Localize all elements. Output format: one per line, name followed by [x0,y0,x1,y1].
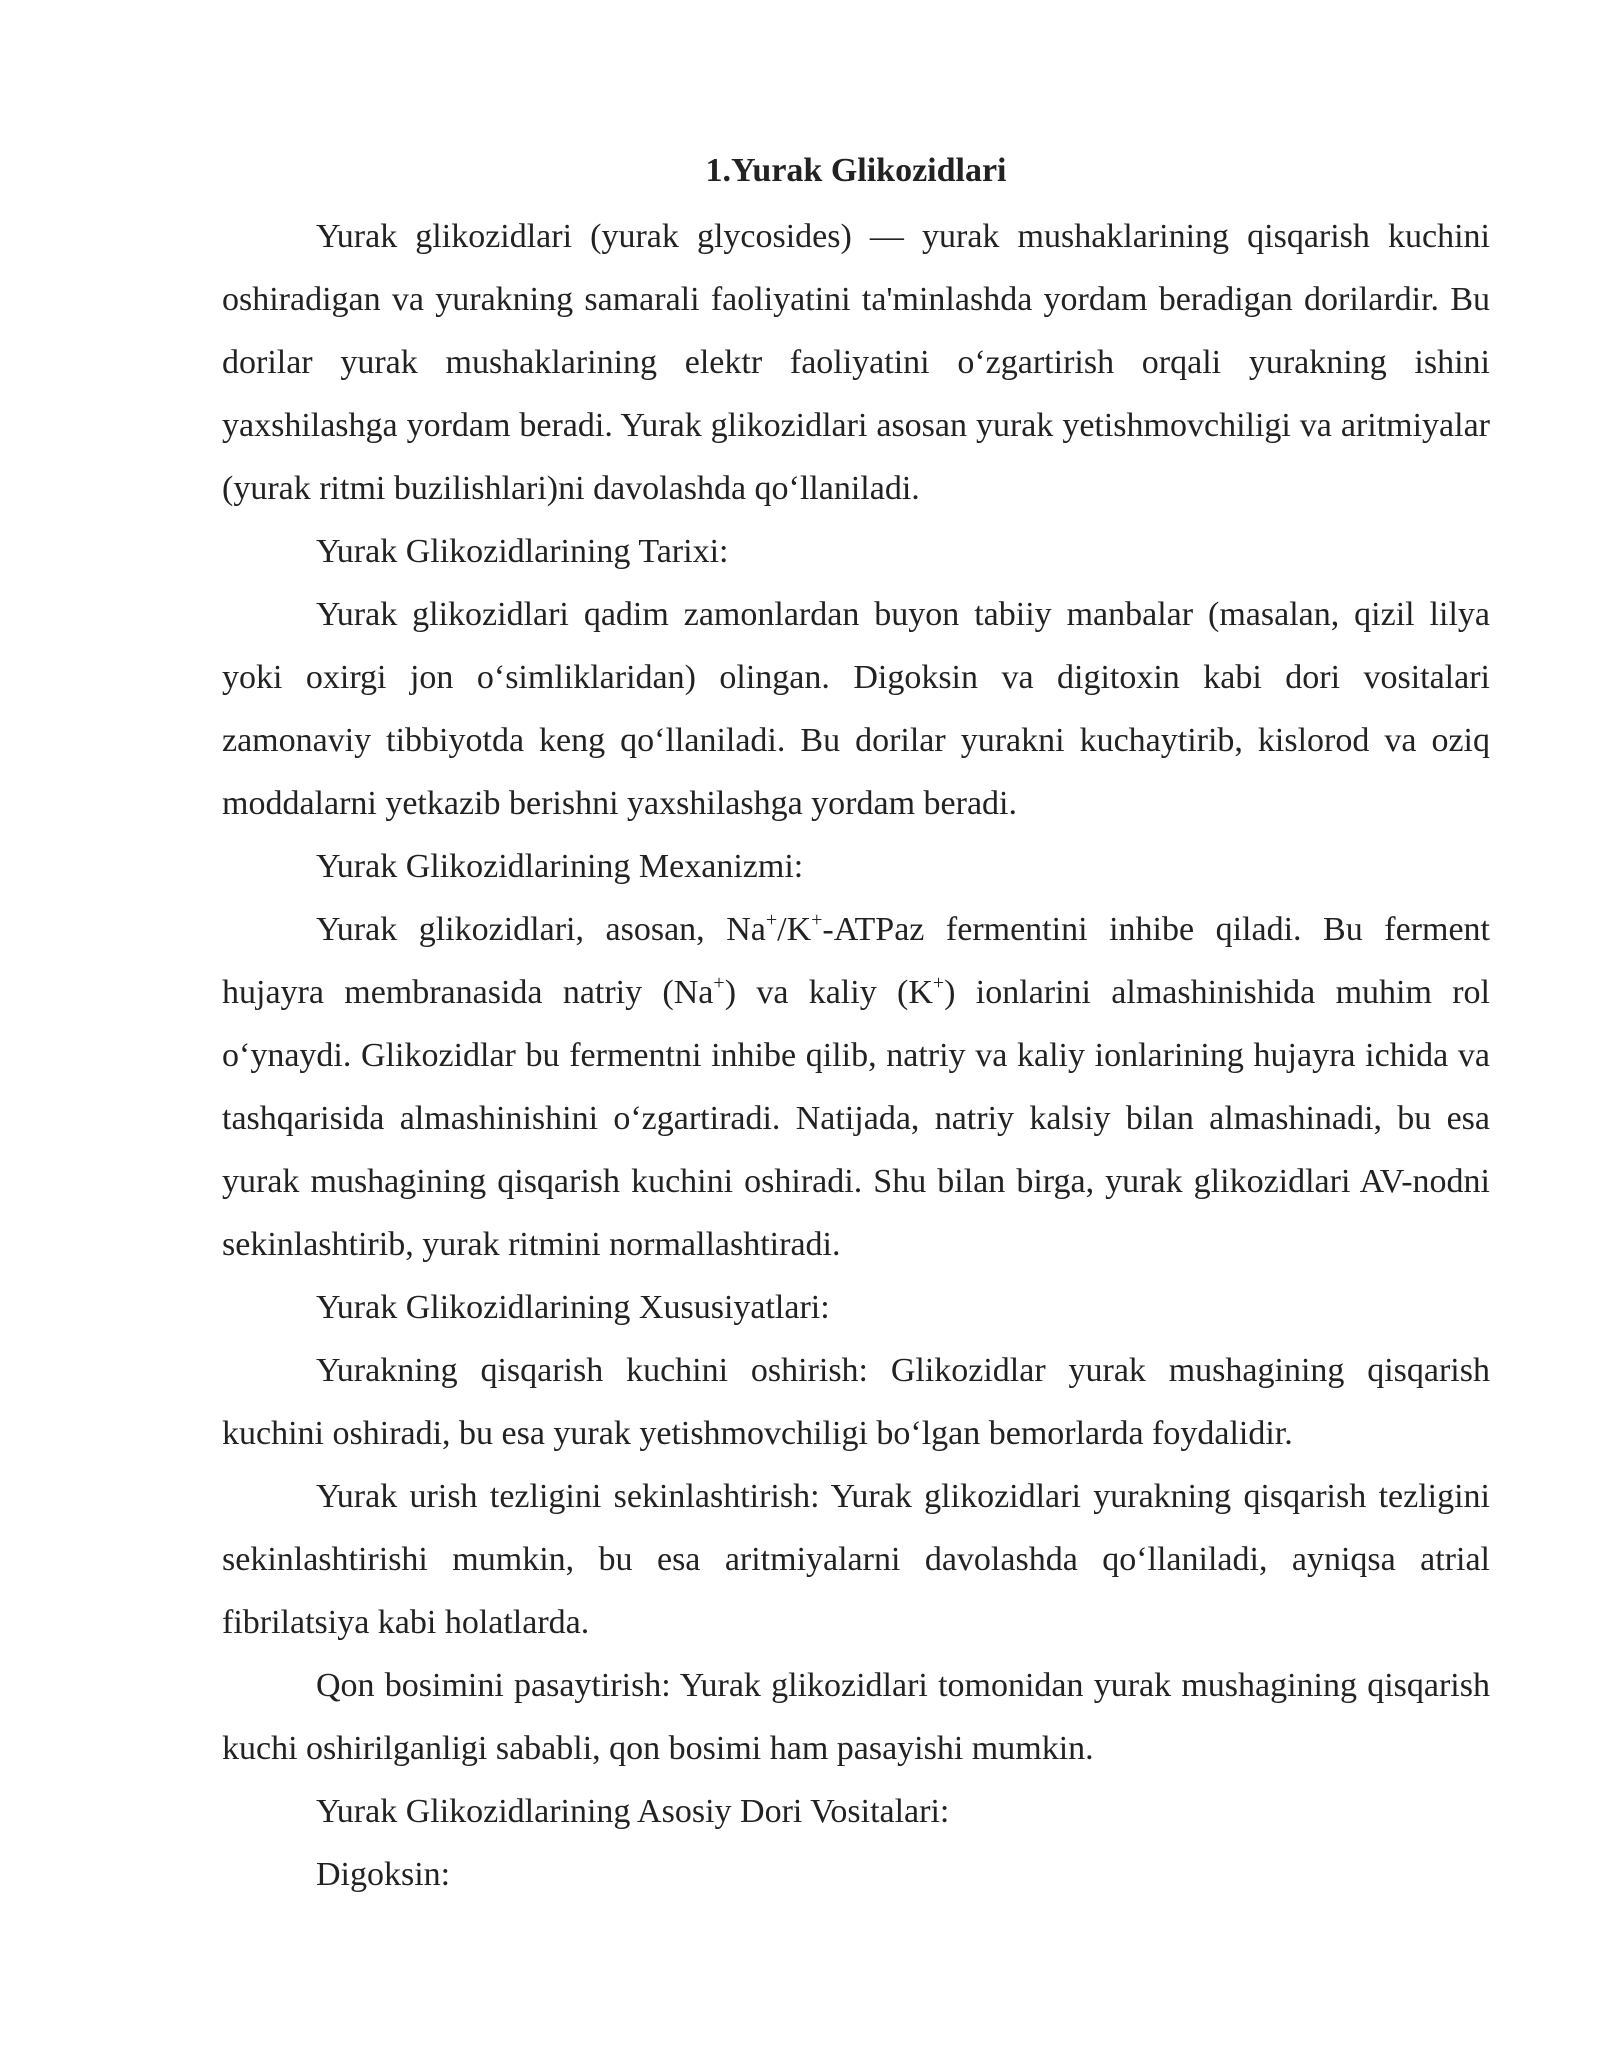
mechanism-heading: Yurak Glikozidlarining Mexanizmi: [316,848,804,885]
mechanism-text-b: /K [777,911,812,948]
mechanism-text-a: Yurak glikozidlari, asosan, Na [316,911,766,948]
property-heart-rate-paragraph: Yurak urish tezligini sekinlashtirish: Yurak glikozidlari yurakning qisqarish tezligini sekinlashtirishi mumkin, bu esa aritmiyalarni davolashda qo‘llaniladi, ayniqsa atrial fibrilatsiya kabi holatlarda. [222,1478,1490,1641]
mechanism-sup-4: + [932,971,945,994]
document-title: 1.Yurak Glikozidlari [705,152,1007,189]
mechanism-text-e: ) ionlarini almashinishida muhim rol o‘ynaydi. Glikozidlar bu fermentni inhibe qilib, natriy va kaliy ionlarining hujayra ichida va tashqarisida almashinishini o‘zgartiradi. Natijada, natriy kalsiy bilan almashinadi, bu esa yurak mushagining qisqarish kuchini oshiradi. Shu bilan birga, yurak glikozidlari AV-nodni sekinlashtirib, yurak ritmini normallashtiradi. [222,974,1490,1263]
mechanism-text-c: -ATPaz fermentini inhibe qiladi. Bu ferment hujayra membranasida natriy (Na [222,911,1490,1011]
document-page [222,145,1490,1906]
properties-heading: Yurak Glikozidlarining Xususiyatlari: [316,1289,830,1326]
history-paragraph: Yurak glikozidlari qadim zamonlardan buyon tabiiy manbalar (masalan, qizil lilya yoki oxirgi jon o‘simliklaridan) olingan. Digoksin va digitoxin kabi dori vositalari zamonaviy tibbiyotda keng qo‘llaniladi. Bu dorilar yurakni kuchaytirib, kislorod va oziq moddalarni yetkazib berishni yaxshilashga yordam beradi. [222,596,1490,822]
mechanism-text-d: ) va kaliy (K [724,974,933,1011]
mechanism-sup-2: + [811,908,823,931]
property-contraction-paragraph: Yurakning qisqarish kuchini oshirish: Glikozidlar yurak mushagining qisqarish kuchini oshiradi, bu esa yurak yetishmovchiligi bo‘lgan bemorlarda foydalidir. [222,1352,1490,1452]
intro-paragraph: Yurak glikozidlari (yurak glycosides) — yurak mushaklarining qisqarish kuchini oshiradigan va yurakning samarali faoliyatini ta'minlashda yordam beradigan dorilardir. Bu dorilar yurak mushaklarining elektr faoliyatini o‘zgartirish orqali yurakning ishini yaxshilashga yordam beradi. Yurak glikozidlari asosan yurak yetishmovchiligi va aritmiyalar (yurak ritmi buzilishlari)ni davolashda qo‘llaniladi. [222,218,1490,507]
digoxin-heading: Digoksin: [316,1856,451,1893]
main-drugs-heading: Yurak Glikozidlarining Asosiy Dori Vositalari: [316,1793,950,1830]
mechanism-sup-3: + [713,971,725,994]
mechanism-paragraph [222,898,1490,1276]
mechanism-sup-1: + [765,908,778,931]
history-heading: Yurak Glikozidlarining Tarixi: [316,533,729,570]
property-blood-pressure-paragraph: Qon bosimini pasaytirish: Yurak glikozidlari tomonidan yurak mushagining qisqarish kuchi oshirilganligi sababli, qon bosimi ham pasayishi mumkin. [222,1667,1490,1767]
